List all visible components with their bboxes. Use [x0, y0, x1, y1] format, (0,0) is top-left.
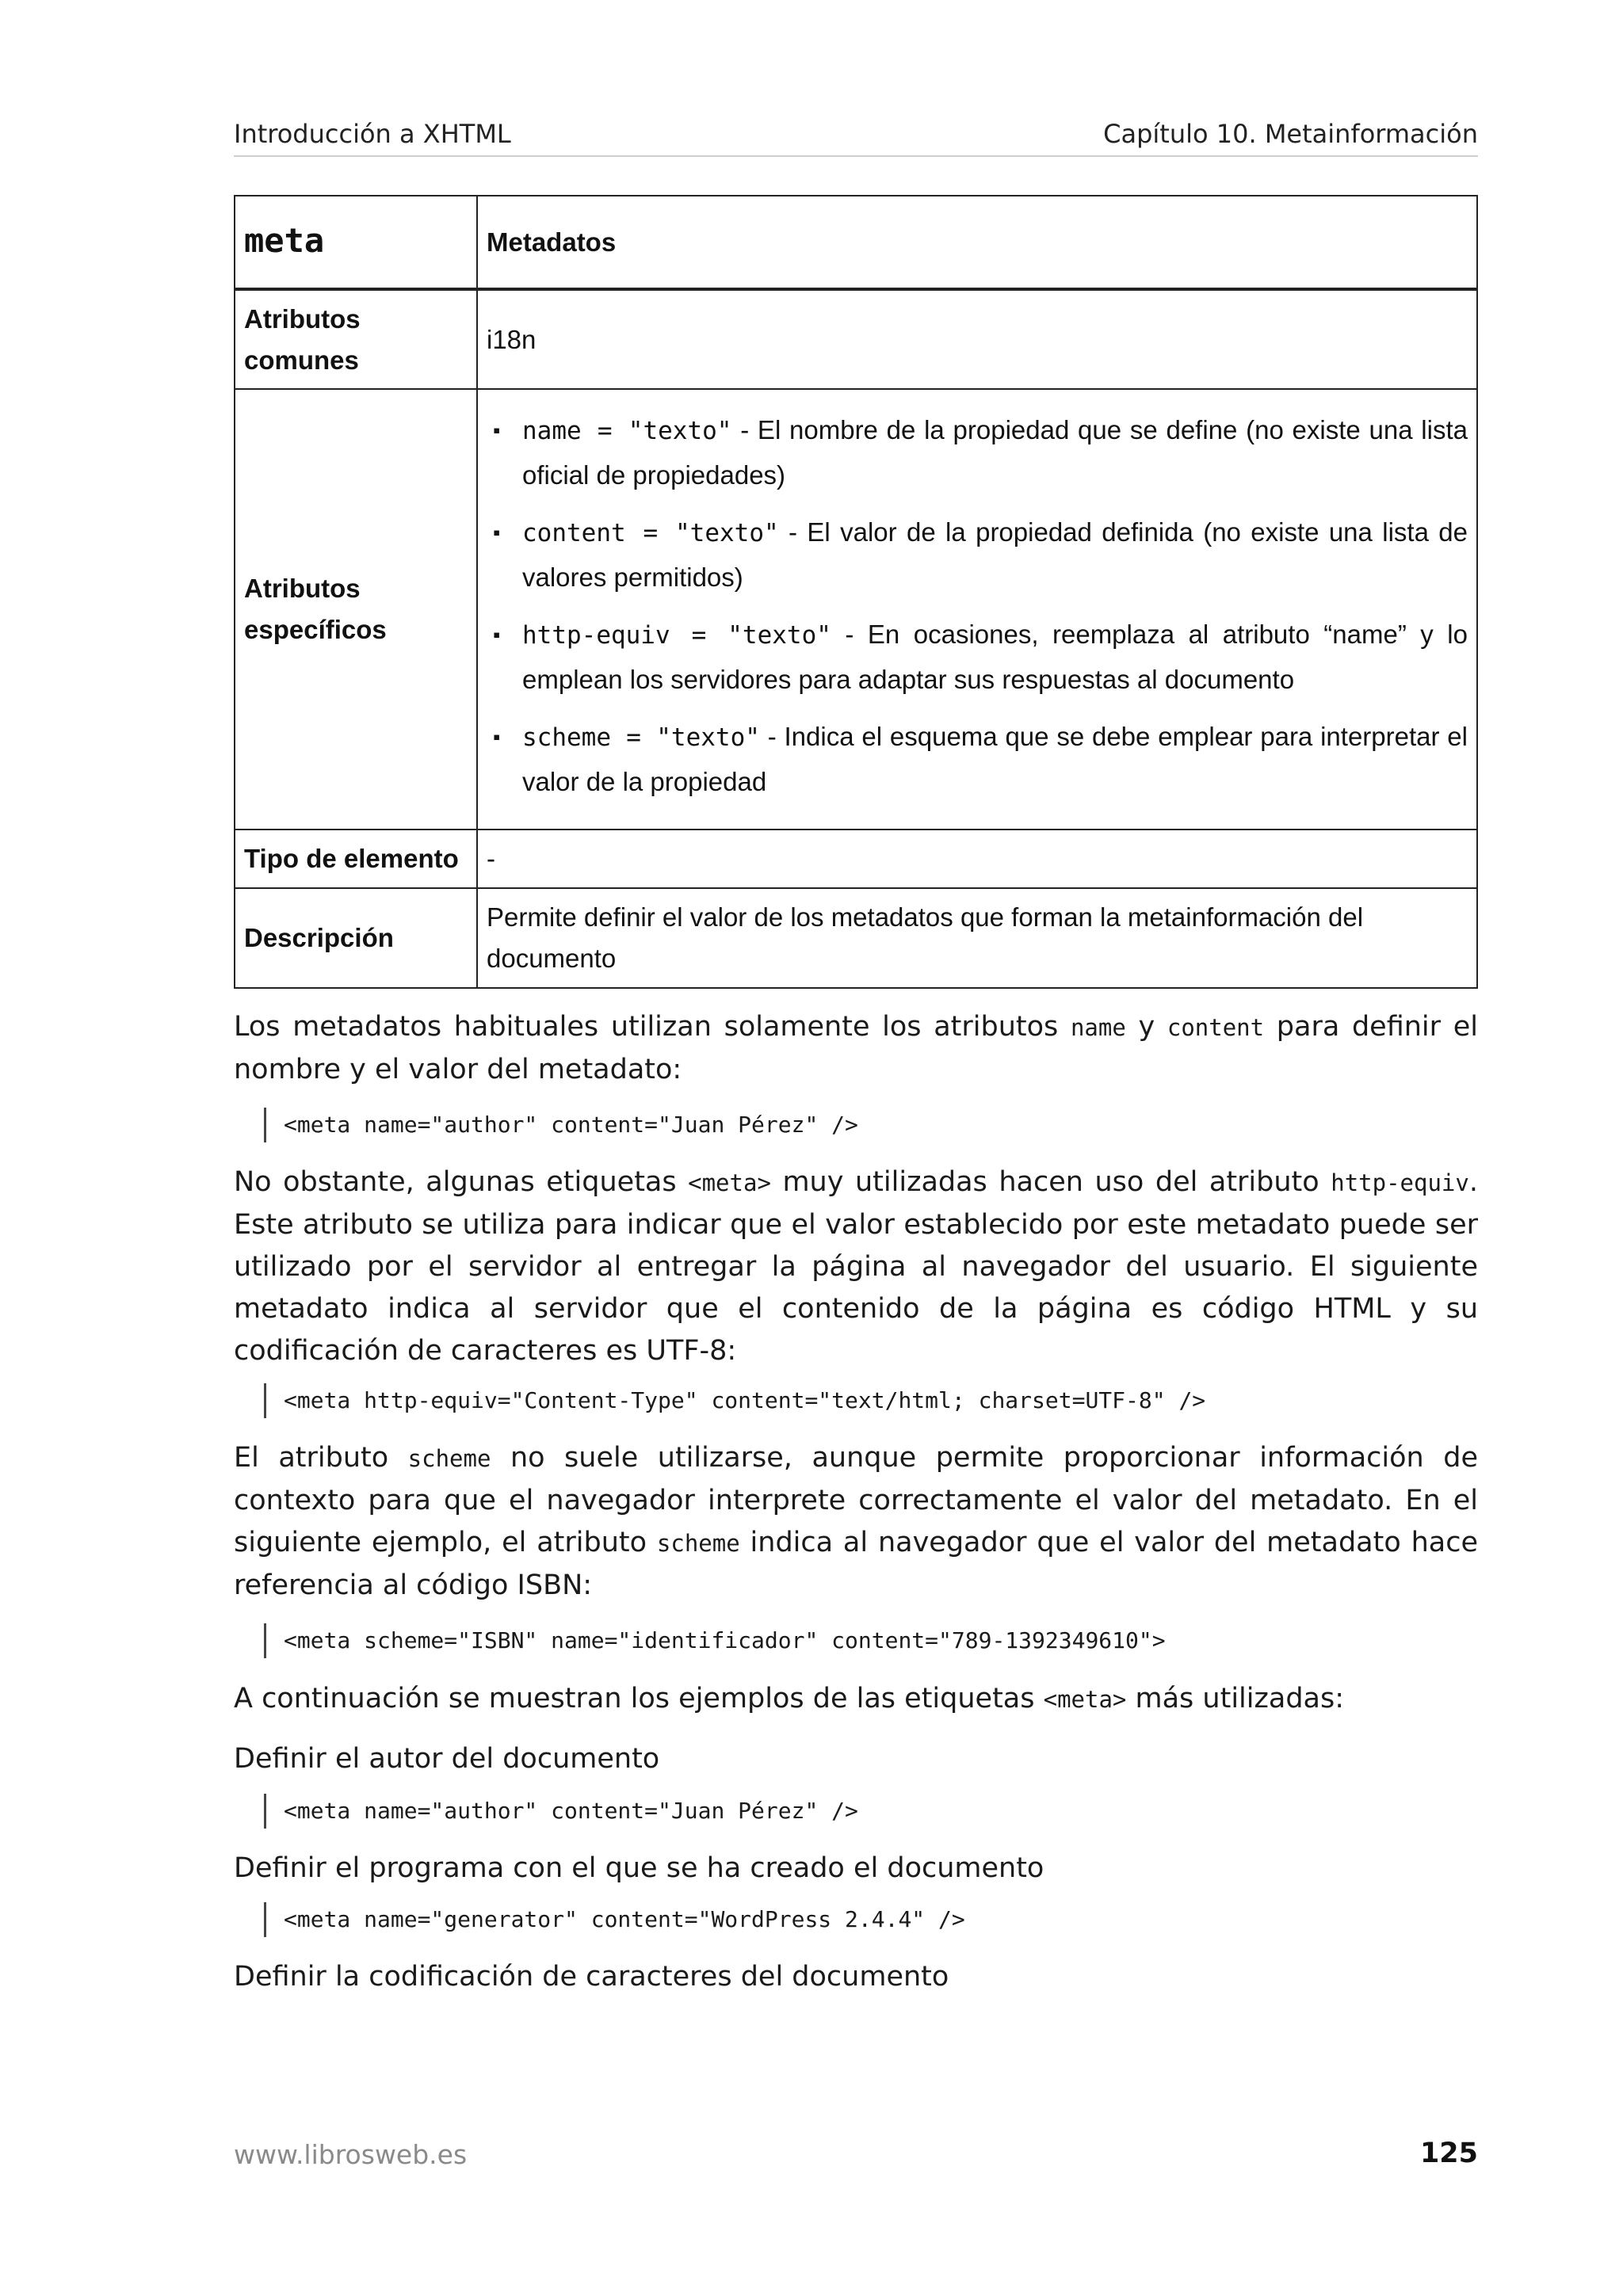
tag-description: Metadatos	[477, 196, 1477, 289]
table-row	[235, 888, 1477, 988]
paragraph: Definir la codificación de caracteres del documento	[234, 1961, 949, 1993]
tag-cell	[235, 196, 477, 289]
page-header	[234, 119, 1478, 157]
attributes-list	[487, 408, 1468, 804]
list-item: ▪ content = "texto" - El valor de la propiedad definida (no existe una lista de valores permitidos)	[493, 517, 1468, 592]
chapter-title: Capítulo 10. Metainformación	[1103, 119, 1478, 149]
common-attributes-label: Atributos comunes	[235, 289, 477, 389]
meta-reference-table	[234, 195, 1478, 989]
code-block: <meta name="author" content="Juan Pérez" />	[264, 1794, 858, 1829]
table-row	[235, 830, 1477, 888]
book-title: Introducción a XHTML	[234, 119, 511, 149]
common-attributes-value: i18n	[477, 289, 1477, 389]
table-row	[235, 196, 1477, 289]
specific-attributes-label: Atributos específicos	[235, 389, 477, 830]
tag-name: meta	[244, 221, 325, 260]
table-row	[235, 389, 1477, 830]
code-block: <meta http-equiv="Content-Type" content="text/html; charset=UTF-8" />	[264, 1383, 1205, 1418]
site-link[interactable]: www.librosweb.es	[234, 2139, 468, 2170]
list-item: ▪ http-equiv = "texto" - En ocasiones, reemplaza al atributo “name” y lo emplean los servidores para adaptar sus respuestas al documento	[493, 620, 1468, 694]
paragraph: No obstante, algunas etiquetas <meta> muy utilizadas hacen uso del atributo http-equiv. Este atributo se utiliza para indicar que el valor establecido por este metadato puede ser utilizado por el servidor al entregar la página al navegador del usuario. El siguiente metadato indica al servidor que el contenido de la página es código HTML y su codificación de caracteres es UTF-8:	[234, 1166, 1478, 1367]
code-block: <meta name="generator" content="WordPress 2.4.4" />	[264, 1902, 965, 1937]
paragraph: Definir el autor del documento	[234, 1743, 660, 1775]
code-block: <meta scheme="ISBN" name="identificador" content="789-1392349610">	[264, 1623, 1166, 1658]
element-type-value: -	[477, 830, 1477, 888]
paragraph: Definir el programa con el que se ha creado el documento	[234, 1852, 1044, 1884]
specific-attributes-value	[477, 389, 1477, 830]
paragraph: Los metadatos habituales utilizan solamente los atributos name y content para definir el nombre y el valor del metadato:	[234, 1011, 1478, 1085]
paragraph: El atributo scheme no suele utilizarse, aunque permite proporcionar información de contexto para que el navegador interprete correctamente el valor del metadato. En el siguiente ejemplo, el atributo scheme indica al navegador que el valor del metadato hace referencia al código ISBN:	[234, 1442, 1479, 1601]
description-value: Permite definir el valor de los metadatos que forman la metainformación del documento	[477, 888, 1477, 988]
table-row	[235, 289, 1477, 389]
description-label: Descripción	[235, 888, 477, 988]
code-block: <meta name="author" content="Juan Pérez" />	[264, 1108, 858, 1142]
element-type-label: Tipo de elemento	[235, 830, 477, 888]
list-item: ▪ name = "texto" - El nombre de la propiedad que se define (no existe una lista oficial de propiedades)	[493, 415, 1468, 490]
page-number: 125	[1419, 2138, 1478, 2169]
paragraph: A continuación se muestran los ejemplos de las etiquetas <meta> más utilizadas:	[234, 1683, 1345, 1714]
list-item: ▪ scheme = "texto" - Indica el esquema que se debe emplear para interpretar el valor de la propiedad	[493, 722, 1468, 796]
